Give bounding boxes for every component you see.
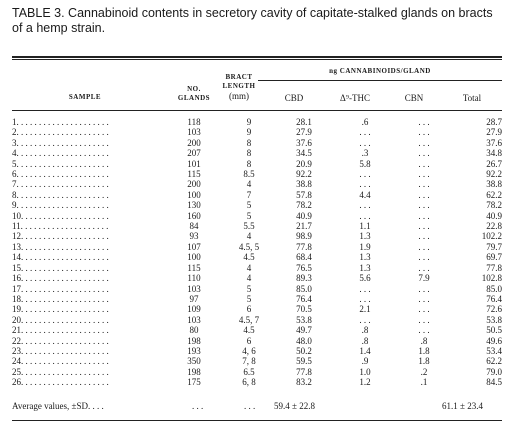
cell-bract: 8.5 [243, 169, 255, 180]
cell-cbd: 27.9 [296, 127, 312, 138]
cell-glands: 84 [189, 221, 199, 232]
data-table [12, 117, 502, 388]
table-row [12, 336, 502, 346]
cell-total: 79.7 [486, 241, 502, 252]
cell-glands: 130 [187, 200, 201, 211]
cell-sample: 20. . . . . . . . . . . . . . . . . . . . [12, 314, 109, 325]
table-row [12, 263, 502, 273]
table-row [12, 377, 502, 387]
cell-bract: 5 [246, 200, 252, 211]
cell-sample: 25. . . . . . . . . . . . . . . . . . . . [12, 366, 109, 377]
cell-cbd: 49.7 [296, 325, 312, 336]
cell-cbn: . . . [418, 200, 430, 211]
cell-bract: 8 [246, 137, 252, 148]
cell-glands: 200 [187, 179, 201, 190]
cell-glands: 107 [187, 241, 201, 252]
cell-bract: 4.5, 7 [238, 314, 260, 325]
cell-thc: . . . [359, 137, 371, 148]
table-row [12, 242, 502, 252]
cell-cbd: 70.5 [296, 304, 312, 315]
cell-thc: . . . [359, 200, 371, 211]
table-row [12, 315, 502, 325]
cell-total: 27.9 [486, 127, 502, 138]
table-row [12, 367, 502, 377]
cell-total: 28.7 [486, 117, 502, 127]
cell-glands: 160 [187, 210, 201, 221]
cell-glands: 93 [189, 231, 199, 242]
average-total: 61.1 ± 23.4 [442, 401, 483, 411]
cell-thc: . . . [359, 210, 371, 221]
cell-thc: . . . [359, 314, 371, 325]
cell-cbn: . . . [418, 158, 430, 169]
cell-glands: 198 [187, 366, 201, 377]
cell-cbd: 76.4 [296, 293, 312, 304]
cell-sample: 5. . . . . . . . . . . . . . . . . . . . . [12, 158, 109, 169]
header-bract-line3: (mm) [229, 91, 249, 101]
cell-glands: 100 [187, 252, 201, 263]
cell-bract: 8 [246, 148, 252, 159]
cell-thc: 1.1 [359, 221, 371, 232]
cell-cbd: 92.2 [296, 169, 312, 180]
cell-cbn: . . . [418, 148, 430, 159]
cell-cbn: 7.9 [418, 273, 430, 284]
cell-cbd: 68.4 [296, 252, 312, 263]
cell-sample: 16. . . . . . . . . . . . . . . . . . . . [12, 273, 109, 284]
cell-total: 50.5 [486, 325, 502, 336]
cell-bract: 5.5 [243, 221, 255, 232]
cell-cbn: . . . [418, 314, 430, 325]
cell-cbd: 53.8 [296, 314, 312, 325]
cell-thc: .8 [361, 325, 369, 336]
header-bract-line1: BRACT [225, 73, 253, 81]
cell-thc: 5.8 [359, 158, 371, 169]
cell-sample: 24. . . . . . . . . . . . . . . . . . . . [12, 356, 109, 367]
bottom-rule [12, 420, 502, 421]
cell-total: 22.8 [486, 221, 502, 232]
cell-cbn: 1.8 [418, 345, 430, 356]
average-glands: . . . [192, 401, 204, 411]
cell-bract: 6 [246, 304, 252, 315]
cell-thc: 1.2 [359, 377, 371, 388]
cell-bract: 4, 6 [242, 345, 256, 356]
cell-total: 78.2 [486, 200, 502, 211]
cell-total: 40.9 [486, 210, 502, 221]
cell-sample: 13. . . . . . . . . . . . . . . . . . . . [12, 241, 109, 252]
table-row [12, 179, 502, 189]
table-row [12, 169, 502, 179]
cell-cbd: 50.2 [296, 345, 312, 356]
cell-bract: 7, 8 [242, 356, 256, 367]
cell-glands: 100 [187, 189, 201, 200]
cell-bract: 4.5 [243, 252, 255, 263]
cell-cbn: . . . [418, 283, 430, 294]
cell-bract: 5 [246, 293, 252, 304]
cell-cbd: 78.2 [296, 200, 312, 211]
cell-cbn: . . . [418, 252, 430, 263]
cell-cbd: 48.0 [296, 335, 312, 346]
cell-cbn: . . . [418, 210, 430, 221]
header-thc: Δ⁹-THC [340, 93, 370, 103]
cell-glands: 175 [187, 377, 201, 388]
cell-thc: .8 [361, 335, 369, 346]
header-total: Total [462, 93, 482, 103]
header-cbd: CBD [284, 93, 304, 103]
table-row [12, 356, 502, 366]
cell-glands: 200 [187, 137, 201, 148]
cell-sample: 26. . . . . . . . . . . . . . . . . . . . [12, 377, 109, 388]
cell-cbd: 77.8 [296, 241, 312, 252]
cell-thc: 1.3 [359, 262, 371, 273]
cell-total: 85.0 [486, 283, 502, 294]
cell-cbd: 37.6 [296, 137, 312, 148]
table-row [12, 273, 502, 283]
cell-sample: 7. . . . . . . . . . . . . . . . . . . . . [12, 179, 109, 190]
cell-cbn: . . . [418, 262, 430, 273]
cell-bract: 4 [246, 273, 252, 284]
header-cannabinoid-group: ng CANNABINOIDS/GLAND [329, 67, 431, 75]
cell-cbn: .8 [420, 335, 428, 346]
cell-cbn: . . . [418, 221, 430, 232]
cell-thc: . . . [359, 127, 371, 138]
cell-sample: 15. . . . . . . . . . . . . . . . . . . . [12, 262, 109, 273]
header-cbn: CBN [404, 93, 424, 103]
cell-total: 77.8 [486, 262, 502, 273]
cell-glands: 198 [187, 335, 201, 346]
cell-thc: 1.9 [359, 241, 371, 252]
cell-bract: 4 [246, 179, 252, 190]
top-rule [12, 56, 502, 58]
cell-thc: . . . [359, 179, 371, 190]
cell-glands: 103 [187, 127, 201, 138]
cell-total: 34.8 [486, 148, 502, 159]
cell-thc: 5.6 [359, 273, 371, 284]
cell-cbd: 85.0 [296, 283, 312, 294]
cell-total: 102.8 [481, 273, 502, 284]
cell-sample: 8. . . . . . . . . . . . . . . . . . . . . [12, 189, 109, 200]
cell-total: 62.2 [486, 356, 502, 367]
cell-cbn: . . . [418, 293, 430, 304]
cell-cbd: 28.1 [296, 117, 312, 127]
cell-bract: 4.5, 5 [238, 241, 260, 252]
cell-total: 79.0 [486, 366, 502, 377]
cell-total: 92.2 [486, 169, 502, 180]
table-row [12, 221, 502, 231]
cell-bract: 9 [246, 117, 252, 127]
average-bract: . . . [244, 401, 256, 411]
cell-sample: 4. . . . . . . . . . . . . . . . . . . . . [12, 148, 109, 159]
cell-sample: 23. . . . . . . . . . . . . . . . . . . . [12, 345, 109, 356]
cell-glands: 115 [187, 169, 201, 180]
table-row [12, 159, 502, 169]
header-glands-line2: GLANDS [177, 94, 211, 102]
table-row [12, 346, 502, 356]
cell-total: 72.6 [486, 304, 502, 315]
cell-cbn: .2 [420, 366, 428, 377]
table-row [12, 284, 502, 294]
header-glands-line1: NO. [187, 85, 201, 93]
cell-thc: 1.4 [359, 345, 371, 356]
cell-glands: 103 [187, 314, 201, 325]
cell-thc: . . . [359, 293, 371, 304]
cell-total: 37.6 [486, 137, 502, 148]
cell-cbn: . . . [418, 189, 430, 200]
top-rule-thin [12, 59, 502, 60]
cell-thc: . . . [359, 283, 371, 294]
cell-glands: 103 [187, 283, 201, 294]
cell-bract: 6, 8 [242, 377, 256, 388]
cell-cbd: 57.8 [296, 189, 312, 200]
header-sample: SAMPLE [68, 93, 102, 101]
cell-cbd: 98.9 [296, 231, 312, 242]
cell-cbd: 40.9 [296, 210, 312, 221]
table-row [12, 200, 502, 210]
cell-total: 84.5 [486, 377, 502, 388]
cell-cbn: . . . [418, 117, 430, 127]
table-row [12, 138, 502, 148]
cell-bract: 8 [246, 158, 252, 169]
cell-sample: 22. . . . . . . . . . . . . . . . . . . . [12, 335, 109, 346]
cell-glands: 193 [187, 345, 201, 356]
cell-glands: 80 [189, 325, 199, 336]
average-row [12, 400, 502, 412]
cell-thc: . . . [359, 169, 371, 180]
cell-sample: 11. . . . . . . . . . . . . . . . . . . . [12, 221, 109, 232]
cell-thc: 4.4 [359, 189, 371, 200]
cell-cbd: 59.5 [296, 356, 312, 367]
cell-sample: 12. . . . . . . . . . . . . . . . . . . . [12, 231, 109, 242]
cell-cbn: . . . [418, 304, 430, 315]
cell-thc: .9 [361, 356, 369, 367]
cell-cbn: 1.8 [418, 356, 430, 367]
cell-thc: 1.0 [359, 366, 371, 377]
cell-bract: 5 [246, 210, 252, 221]
table-row [12, 325, 502, 335]
cell-cbn: . . . [418, 325, 430, 336]
cell-glands: 101 [187, 158, 201, 169]
cell-sample: 19. . . . . . . . . . . . . . . . . . . . [12, 304, 109, 315]
cell-cbd: 89.3 [296, 273, 312, 284]
cell-sample: 3. . . . . . . . . . . . . . . . . . . . . [12, 137, 109, 148]
cell-total: 76.4 [486, 293, 502, 304]
cell-thc: .3 [361, 148, 369, 159]
cell-cbn: . . . [418, 179, 430, 190]
cell-thc: .6 [361, 117, 369, 127]
cell-cbn: . . . [418, 169, 430, 180]
cell-glands: 109 [187, 304, 201, 315]
cell-sample: 9. . . . . . . . . . . . . . . . . . . . . [12, 200, 109, 211]
cell-cbd: 20.9 [296, 158, 312, 169]
table-row [12, 211, 502, 221]
cell-total: 62.2 [486, 189, 502, 200]
cell-bract: 6.5 [243, 366, 255, 377]
group-underline [258, 80, 502, 81]
table-row [12, 117, 502, 127]
cell-thc: 1.3 [359, 252, 371, 263]
cell-total: 102.2 [481, 231, 502, 242]
cell-sample: 18. . . . . . . . . . . . . . . . . . . . [12, 293, 109, 304]
table-row [12, 190, 502, 200]
cell-cbn: . . . [418, 137, 430, 148]
cell-glands: 97 [189, 293, 199, 304]
cell-sample: 17. . . . . . . . . . . . . . . . . . . . [12, 283, 109, 294]
cell-sample: 6. . . . . . . . . . . . . . . . . . . . . [12, 169, 109, 180]
cell-cbn: . . . [418, 241, 430, 252]
cell-cbd: 77.8 [296, 366, 312, 377]
cell-total: 69.7 [486, 252, 502, 263]
table-row [12, 252, 502, 262]
table-row [12, 127, 502, 137]
cell-glands: 207 [187, 148, 201, 159]
header-rule [12, 110, 502, 111]
cell-sample: 10. . . . . . . . . . . . . . . . . . . . [12, 210, 109, 221]
cell-total: 53.4 [486, 345, 502, 356]
cell-glands: 110 [187, 273, 201, 284]
cell-bract: 5 [246, 283, 252, 294]
cell-total: 49.6 [486, 335, 502, 346]
cell-glands: 350 [187, 356, 201, 367]
cell-sample: 1. . . . . . . . . . . . . . . . . . . . . [12, 117, 109, 127]
cell-bract: 4 [246, 231, 252, 242]
cell-thc: 2.1 [359, 304, 371, 315]
cell-cbd: 76.5 [296, 262, 312, 273]
average-cbd: 59.4 ± 22.8 [274, 401, 315, 411]
cell-bract: 4 [246, 262, 252, 273]
cell-glands: 115 [187, 262, 201, 273]
cell-bract: 4.5 [243, 325, 255, 336]
cell-total: 26.7 [486, 158, 502, 169]
cell-bract: 7 [246, 189, 252, 200]
cell-cbn: . . . [418, 231, 430, 242]
table-caption: TABLE 3. Cannabinoid contents in secretory cavity of capitate-stalked glands on bracts of a hemp strain. [12, 6, 493, 35]
cell-bract: 6 [246, 335, 252, 346]
cell-glands: 118 [187, 117, 201, 127]
cell-sample: 21. . . . . . . . . . . . . . . . . . . . [12, 325, 109, 336]
cell-cbd: 34.5 [296, 148, 312, 159]
cell-thc: 1.3 [359, 231, 371, 242]
cell-cbd: 21.7 [296, 221, 312, 232]
table-row [12, 231, 502, 241]
cell-cbd: 38.8 [296, 179, 312, 190]
table-row [12, 148, 502, 158]
cell-bract: 9 [246, 127, 252, 138]
cell-cbd: 83.2 [296, 377, 312, 388]
cell-cbn: . . . [418, 127, 430, 138]
average-label: Average values, ±SD. . . . [12, 401, 104, 411]
table-row [12, 304, 502, 314]
cell-sample: 2. . . . . . . . . . . . . . . . . . . . . [12, 127, 109, 138]
cell-total: 38.8 [486, 179, 502, 190]
cell-cbn: .1 [420, 377, 428, 388]
cell-sample: 14. . . . . . . . . . . . . . . . . . . . [12, 252, 109, 263]
cell-total: 53.8 [486, 314, 502, 325]
table-row [12, 294, 502, 304]
header-bract-line2: LENGTH [222, 82, 256, 90]
